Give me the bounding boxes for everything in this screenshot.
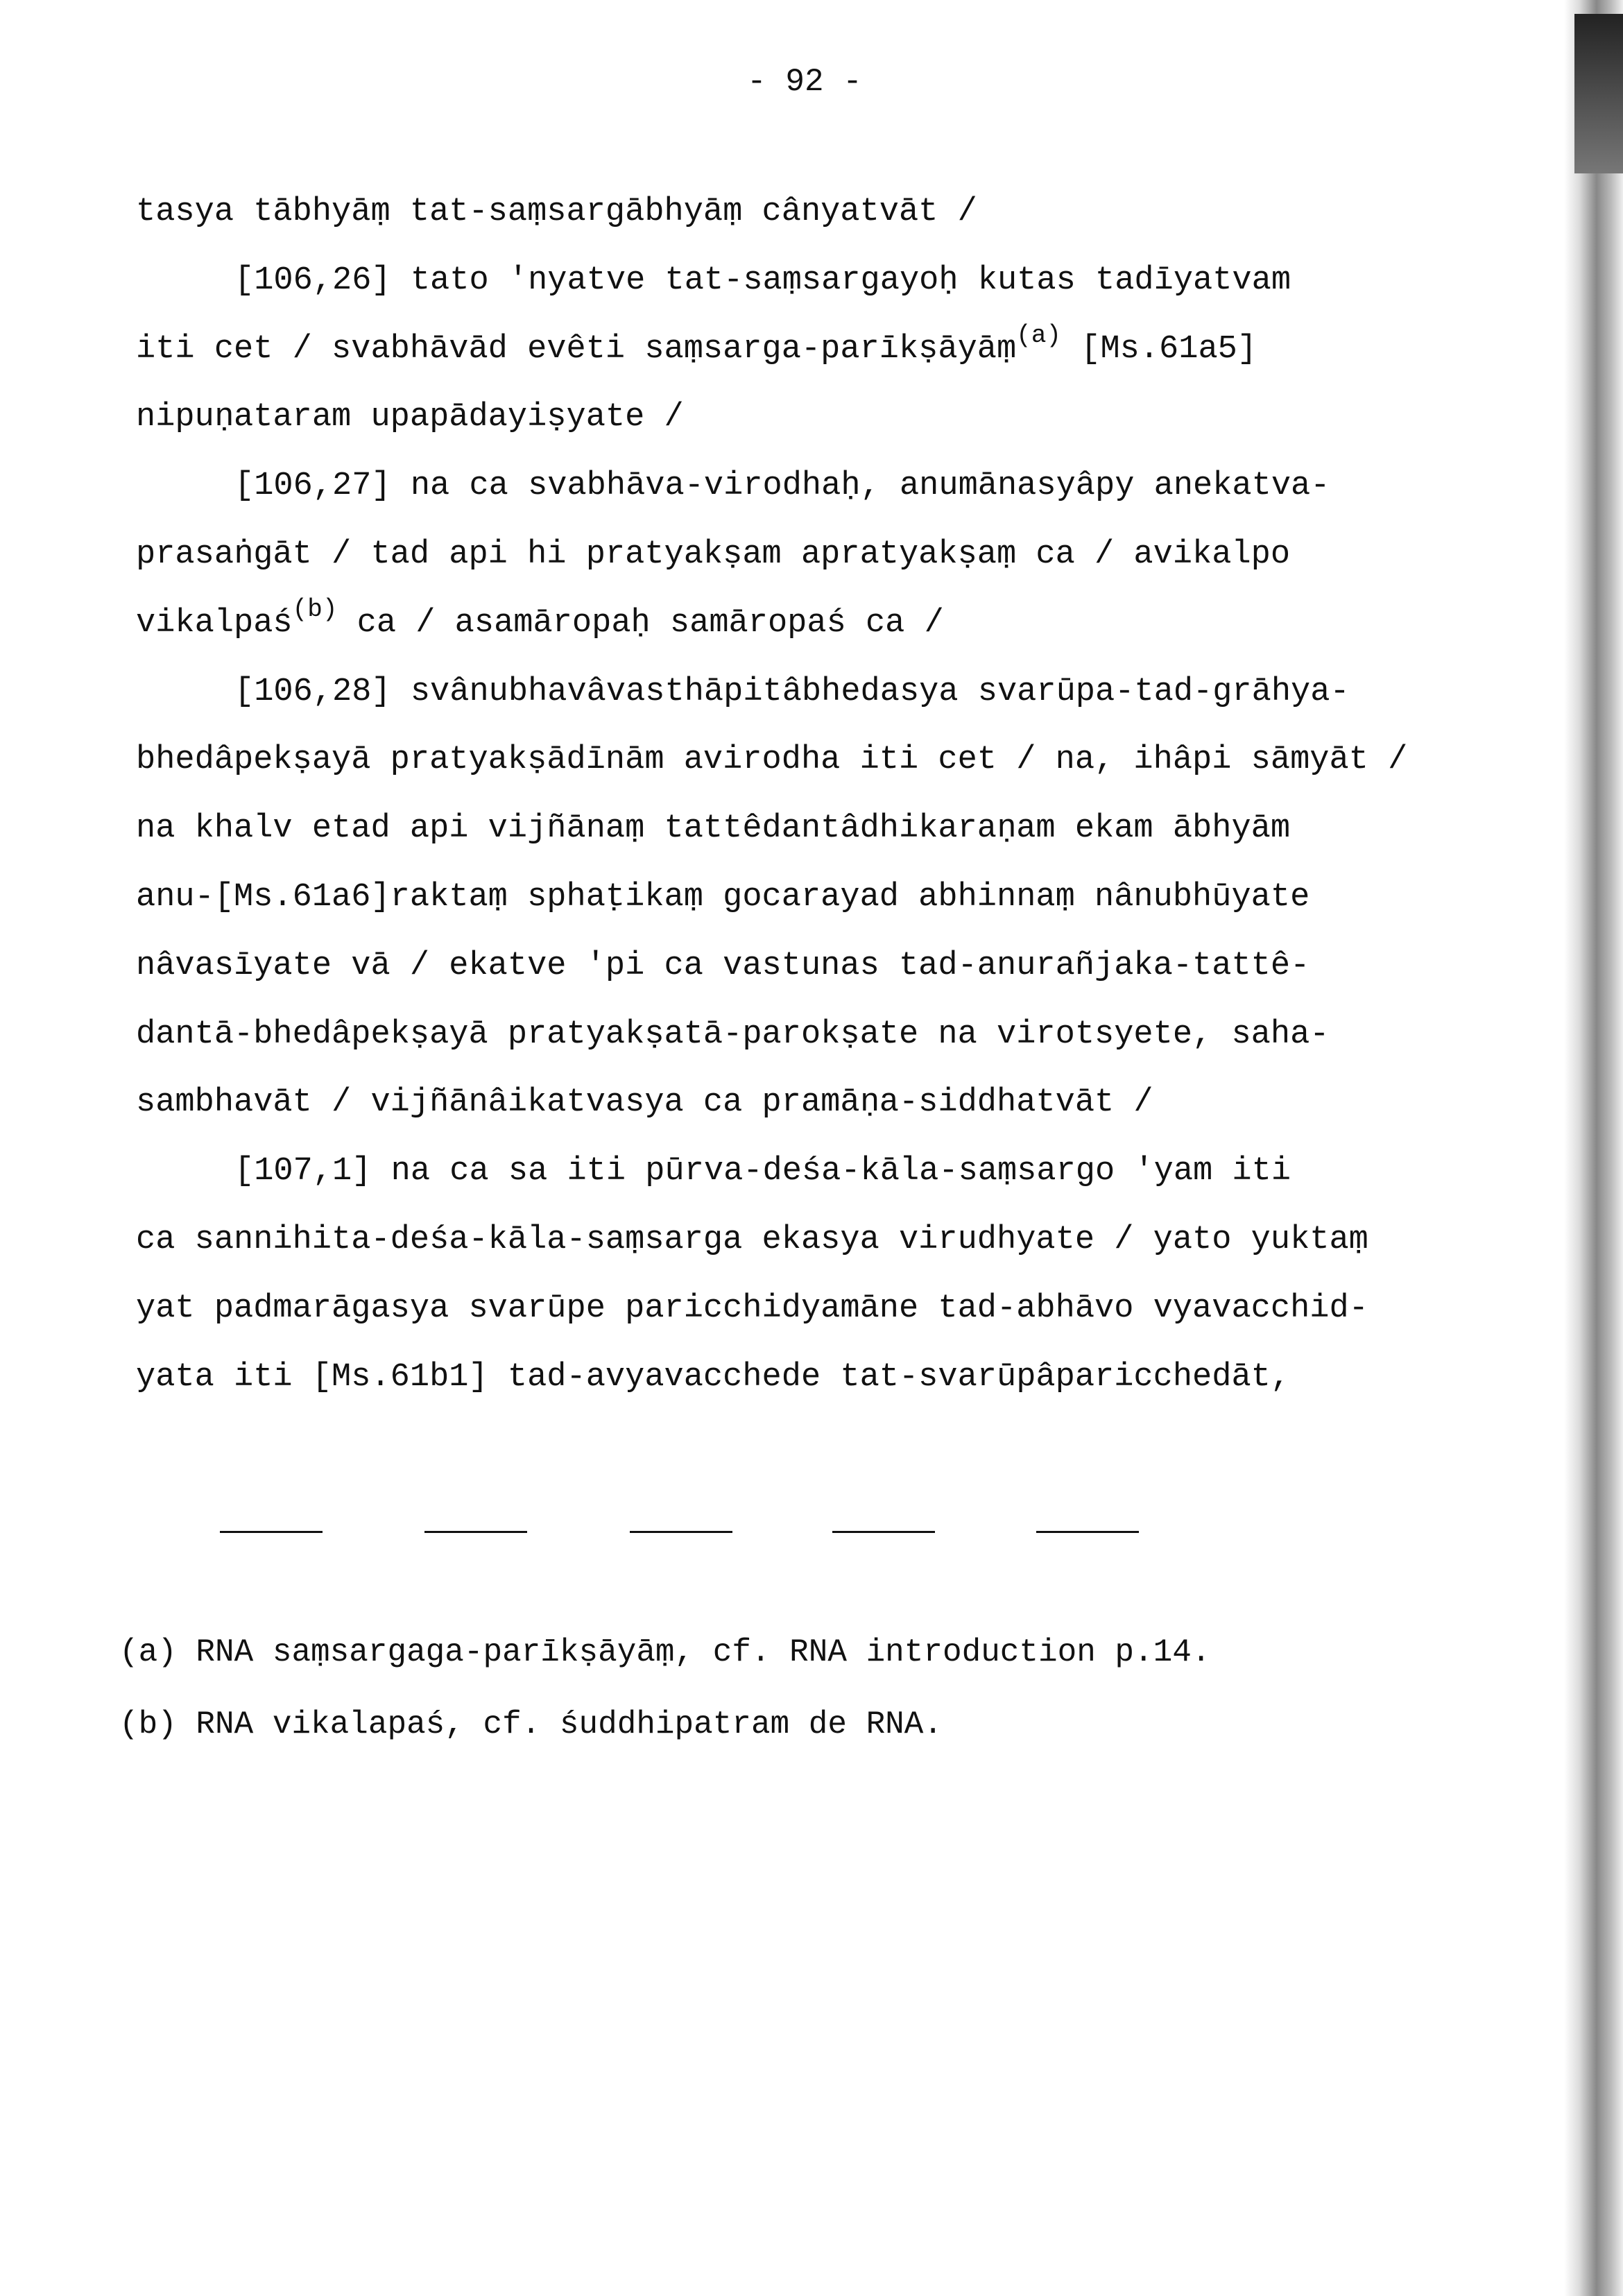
text-line	[136, 590, 1523, 658]
footnote-separator-dash	[832, 1531, 935, 1533]
line-text: nâvasīyate vā / ekatve 'pi ca vastunas tad-anurañjaka-tattê-	[136, 947, 1310, 984]
footnote-separator-dash	[220, 1531, 323, 1533]
line-text: [106,26] tato 'nyatve tat-saṃsargayoḥ kutas tadīyatvam	[234, 262, 1291, 299]
text-line	[136, 1275, 1523, 1344]
line-text: bhedâpekṣayā pratyakṣādīnām avirodha iti cet / na, ihâpi sāmyāt /	[136, 742, 1408, 779]
line-text: anu-[Ms.61a6]raktaṃ sphaṭikaṃ gocarayad abhinnaṃ nânubhūyate	[136, 878, 1310, 916]
text-line	[136, 726, 1523, 795]
line-text: yata iti [Ms.61b1] tad-avyavacchede tat-svarūpâparicchedāt,	[136, 1358, 1291, 1396]
text-line	[136, 1001, 1523, 1070]
footnote-b: (b) RNA vikalapaś, cf. śuddhipatram de RNA.	[119, 1706, 943, 1742]
footnote-ref-a[interactable]: (a)	[1016, 320, 1062, 350]
line-text: ca sannihita-deśa-kāla-saṃsarga ekasya virudhyate / yato yuktaṃ	[136, 1221, 1368, 1258]
footnote-separator-dash	[1036, 1531, 1139, 1533]
line-text: tasya tābhyāṃ tat-saṃsargābhyāṃ cânyatvāt /	[136, 194, 977, 230]
text-line	[136, 178, 1523, 247]
page-number: - 92 -	[747, 64, 862, 100]
line-text: [106,27] na ca svabhāva-virodhaḥ, anumānasyâpy anekatva-	[234, 468, 1330, 505]
line-text: na khalv etad api vijñānaṃ tattêdantâdhikaraṇam ekam ābhyām	[136, 810, 1291, 848]
text-line	[136, 932, 1523, 1001]
line-text: iti cet / svabhāvād evêti saṃsarga-parīkṣāyāṃ	[136, 330, 1017, 368]
text-line	[136, 316, 1523, 384]
text-line	[136, 1344, 1523, 1412]
scan-shadow-edge	[1564, 0, 1623, 2296]
line-text: nipuṇataram upapādayiṣyate /	[136, 399, 684, 436]
line-text: [106,28] svânubhavâvasthāpitâbhedasya svarūpa-tad-grāhya-	[234, 673, 1350, 710]
line-text: yat padmarāgasya svarūpe paricchidyamāne tad-abhāvo vyavacchid-	[136, 1290, 1368, 1327]
text-line	[136, 384, 1523, 452]
text-line	[136, 247, 1523, 316]
footnotes	[119, 1616, 1210, 1760]
text-line	[136, 658, 1523, 727]
text-line	[136, 1206, 1523, 1275]
main-text	[136, 178, 1523, 1412]
line-text: ca / asamāropaḥ samāropaś ca /	[337, 604, 944, 642]
line-text: [107,1] na ca sa iti pūrva-deśa-kāla-saṃsargo 'yam iti	[234, 1153, 1291, 1190]
line-text: dantā-bhedâpekṣayā pratyakṣatā-parokṣate na virotsyete, saha-	[136, 1016, 1330, 1053]
text-line	[136, 795, 1523, 864]
line-text: sambhavāt / vijñānâikatvasya ca pramāṇa-siddhatvāt /	[136, 1084, 1153, 1122]
scan-shadow-corner	[1574, 14, 1623, 173]
footnote-a: (a) RNA saṃsargaga-parīkṣāyāṃ, cf. RNA introduction p.14.	[119, 1634, 1211, 1670]
text-line	[136, 864, 1523, 932]
footnote-separator-dash	[424, 1531, 527, 1533]
text-line	[136, 521, 1523, 590]
text-line	[136, 1069, 1523, 1138]
text-line	[136, 1138, 1523, 1206]
text-line	[136, 452, 1523, 521]
line-text: vikalpaś	[136, 604, 293, 642]
line-text: [Ms.61a5]	[1061, 330, 1257, 368]
footnote-separator-dash	[630, 1531, 732, 1533]
line-text: prasaṅgāt / tad api hi pratyakṣam apratyakṣaṃ ca / avikalpo	[136, 536, 1291, 573]
footnote-ref-b[interactable]: (b)	[292, 594, 338, 624]
